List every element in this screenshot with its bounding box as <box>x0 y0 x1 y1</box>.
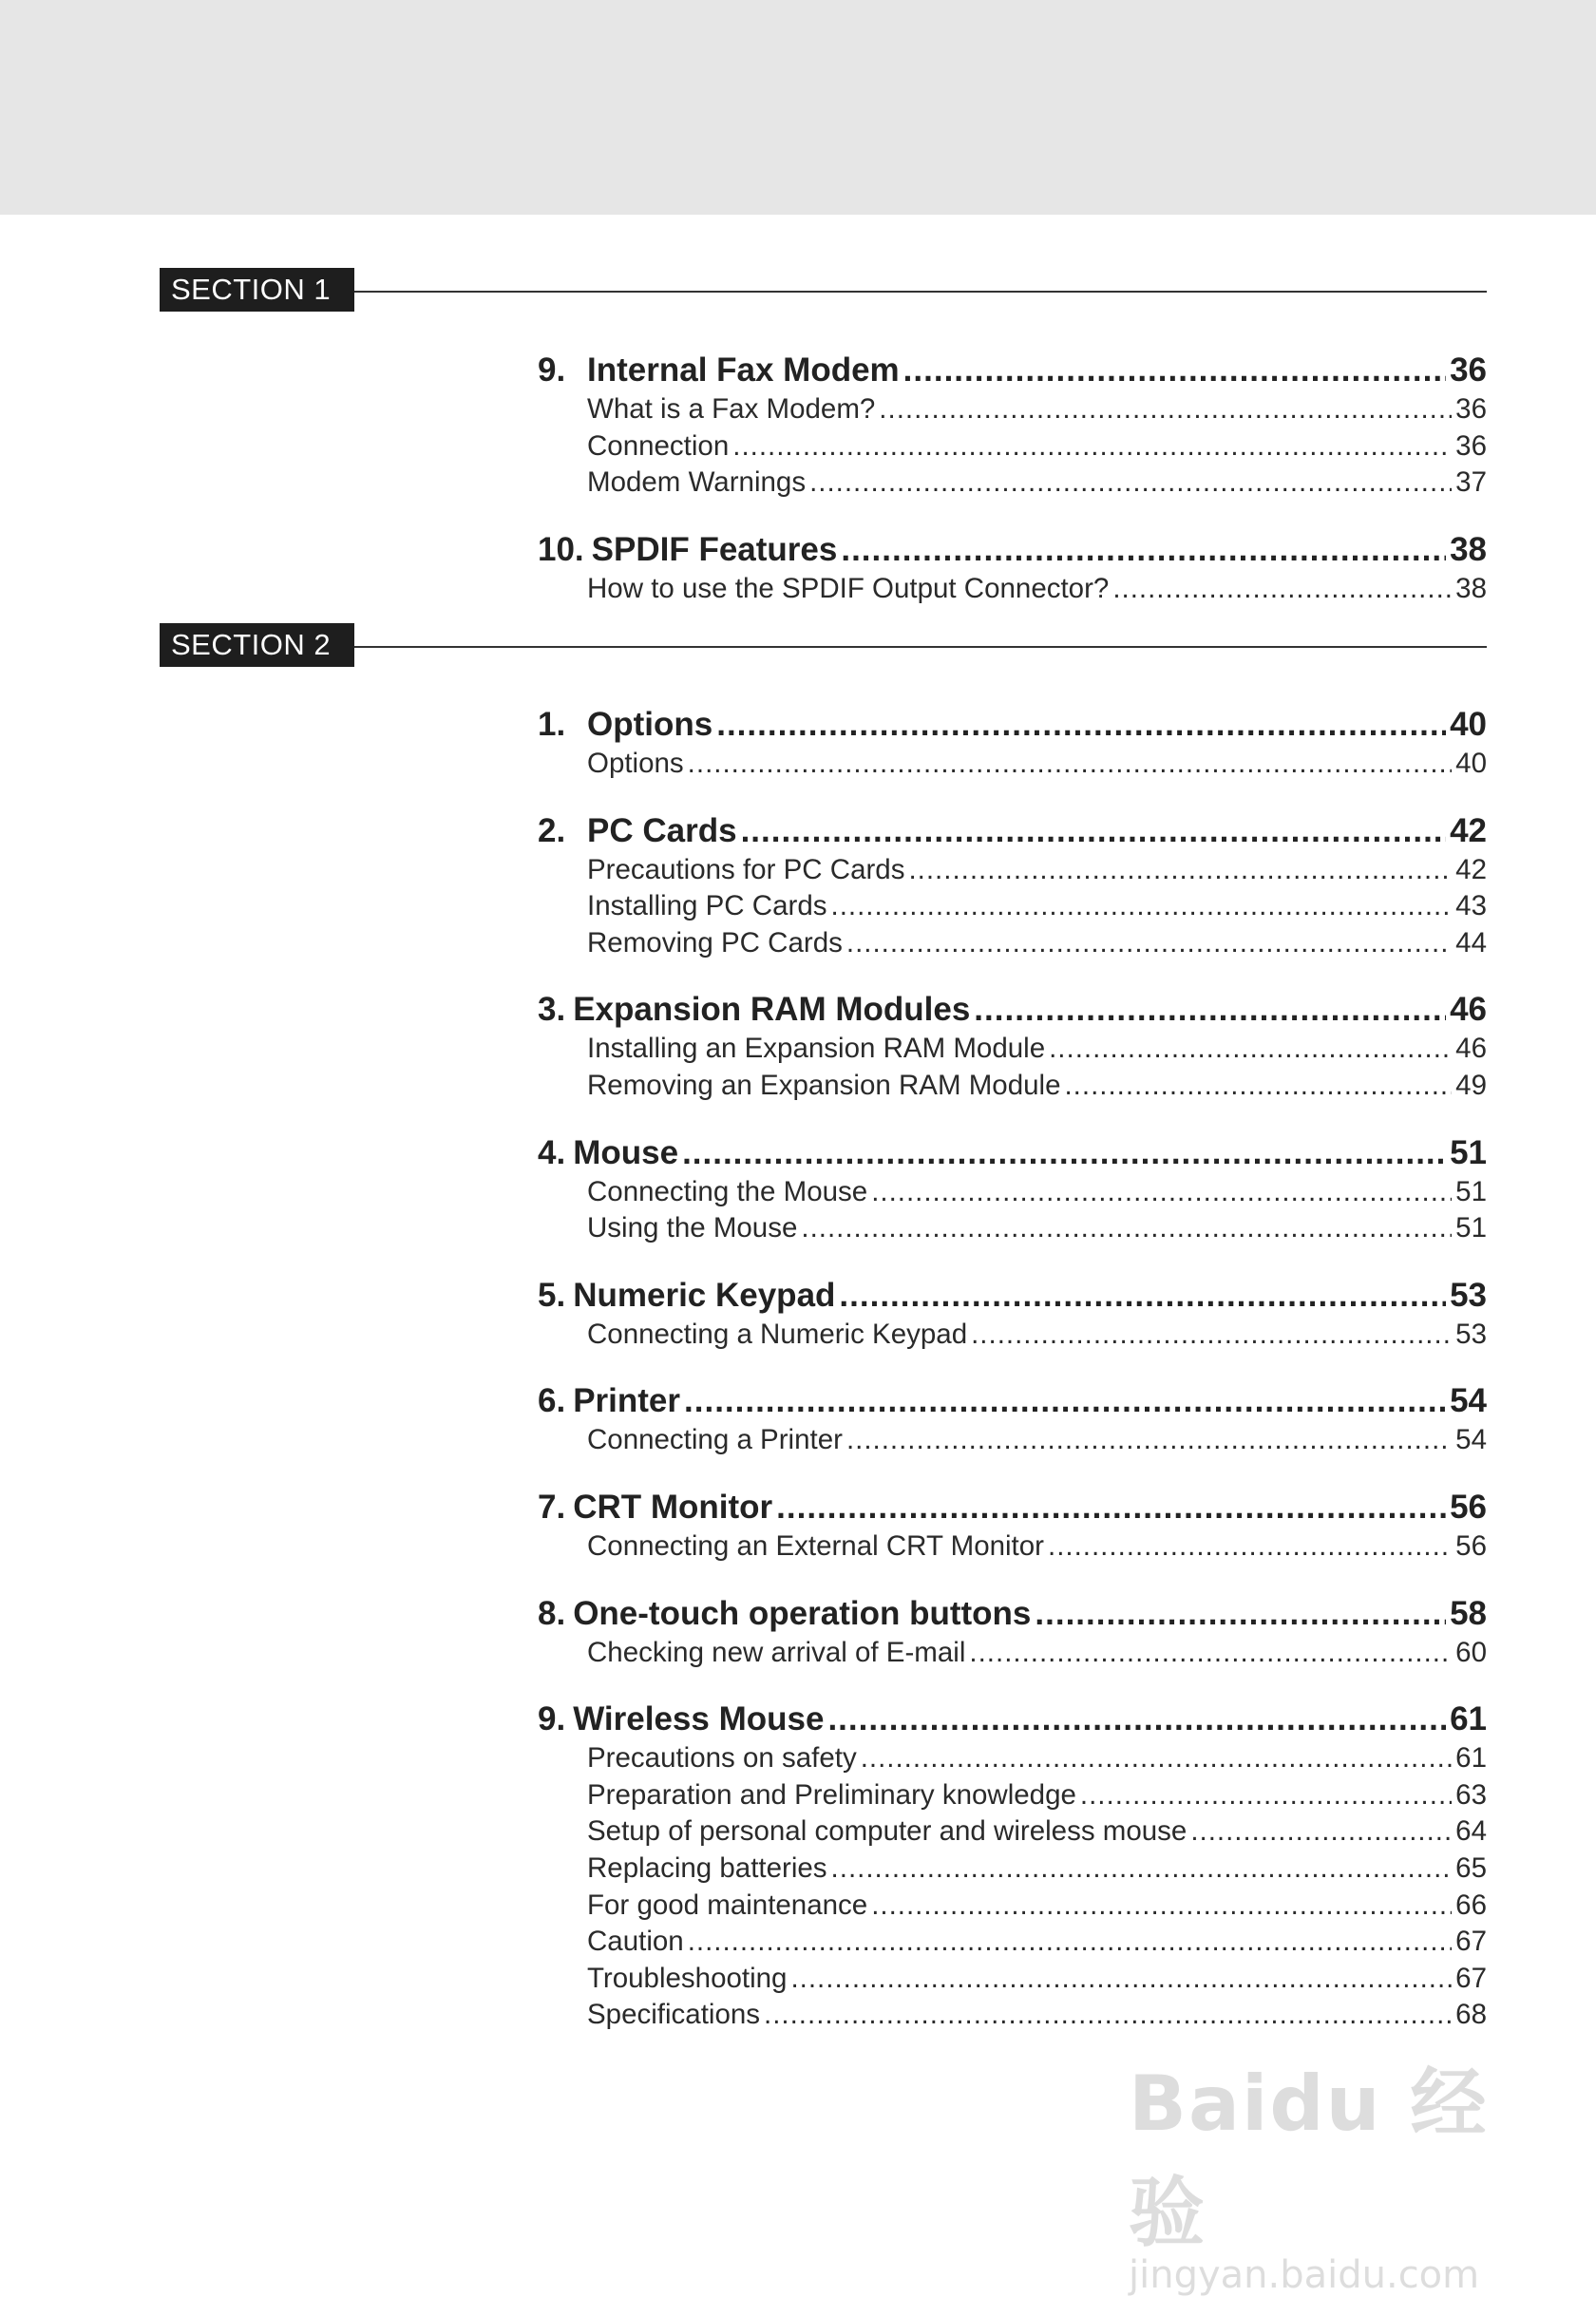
page-number: 60 <box>1455 1636 1487 1668</box>
toc-chapter <box>538 810 1487 962</box>
page-number: 56 <box>1450 1488 1487 1526</box>
chapter-number: 9. <box>538 351 566 389</box>
toc-sub-entry[interactable] <box>538 888 1487 925</box>
dot-leader <box>1080 1777 1452 1814</box>
entry-title: Troubleshooting <box>587 1962 788 1994</box>
dot-leader <box>1112 571 1452 608</box>
dot-leader <box>1064 1068 1452 1105</box>
dot-leader <box>839 1275 1446 1317</box>
dot-leader <box>846 1422 1452 1459</box>
page-number: 53 <box>1450 1276 1487 1314</box>
entry-title: Using the Mouse <box>587 1212 798 1244</box>
toc-chapter-entry[interactable] <box>538 704 1487 746</box>
page-number: 63 <box>1455 1778 1487 1811</box>
chapter-title: Internal Fax Modem <box>587 351 900 389</box>
page-number: 49 <box>1455 1069 1487 1101</box>
toc-sub-entry[interactable] <box>538 925 1487 962</box>
chapter-title: Expansion RAM Modules <box>573 991 971 1029</box>
chapter-number: 9. <box>538 1700 566 1738</box>
dot-leader <box>809 465 1452 502</box>
chapter-number: 5. <box>538 1276 566 1314</box>
page-number: 42 <box>1450 811 1487 849</box>
entry-title: Replacing batteries <box>587 1851 827 1884</box>
section-tab: SECTION 1 <box>160 268 354 312</box>
dot-leader <box>716 704 1446 746</box>
chapter-number: 4. <box>538 1133 566 1171</box>
watermark-url: jingyan.baidu.com <box>1129 2253 1480 2297</box>
entry-title: Connecting the Mouse <box>587 1175 868 1207</box>
chapter-title: PC Cards <box>587 811 737 849</box>
dot-leader <box>879 391 1452 428</box>
section-2-toc <box>538 704 1487 2061</box>
page-number: 61 <box>1450 1700 1487 1738</box>
dot-leader <box>969 1635 1452 1672</box>
entry-title: For good maintenance <box>587 1889 868 1921</box>
chapter-title: One-touch operation buttons <box>573 1594 1032 1632</box>
toc-sub-entry[interactable] <box>538 1210 1487 1247</box>
chapter-number: 7. <box>538 1488 566 1526</box>
dot-leader <box>908 852 1452 889</box>
page-number: 40 <box>1450 706 1487 743</box>
toc-sub-entry[interactable] <box>538 1174 1487 1211</box>
toc-chapter <box>538 1699 1487 2034</box>
toc-chapter <box>538 989 1487 1104</box>
chapter-number: 1. <box>538 706 566 743</box>
dot-leader <box>1035 1593 1446 1635</box>
dot-leader <box>1048 1528 1452 1566</box>
dot-leader <box>688 746 1453 783</box>
chapter-title: Numeric Keypad <box>573 1276 836 1314</box>
dot-leader <box>764 1997 1452 2034</box>
toc-sub-entry[interactable] <box>538 1031 1487 1068</box>
dot-leader <box>684 1380 1446 1422</box>
toc-chapter-entry[interactable] <box>538 529 1487 571</box>
toc-chapter-entry[interactable] <box>538 1593 1487 1635</box>
dot-leader <box>974 989 1446 1031</box>
entry-title: Connection <box>587 429 730 462</box>
entry-title: Precautions for PC Cards <box>587 853 905 885</box>
chapter-number: 8. <box>538 1594 566 1632</box>
section-divider <box>354 291 1487 293</box>
dot-leader <box>682 1132 1446 1174</box>
section-2-header <box>160 623 1487 667</box>
section-1-toc <box>538 350 1487 635</box>
dot-leader <box>688 1924 1452 1961</box>
chapter-title: CRT Monitor <box>573 1488 773 1526</box>
toc-chapter-entry[interactable] <box>538 1275 1487 1317</box>
page-number: 36 <box>1455 393 1487 425</box>
entry-title: Connecting a Printer <box>587 1424 843 1456</box>
toc-chapter <box>538 1275 1487 1354</box>
toc-sub-entry[interactable] <box>538 1997 1487 2034</box>
chapter-title: SPDIF Features <box>591 530 838 568</box>
page-number: 44 <box>1455 926 1487 959</box>
page-number: 36 <box>1455 429 1487 462</box>
dot-leader <box>801 1210 1452 1247</box>
page-number: 61 <box>1455 1742 1487 1775</box>
entry-title: Options <box>587 748 684 779</box>
page-number: 67 <box>1455 1926 1487 1958</box>
toc-sub-entry[interactable] <box>538 852 1487 889</box>
page-number: 51 <box>1450 1133 1487 1171</box>
toc-chapter-entry[interactable] <box>538 810 1487 852</box>
toc-sub-entry[interactable] <box>538 571 1487 608</box>
page-number: 68 <box>1455 1999 1487 2031</box>
page-number: 58 <box>1450 1594 1487 1632</box>
toc-chapter <box>538 1132 1487 1247</box>
chapter-title: Mouse <box>573 1133 679 1171</box>
page-number: 51 <box>1455 1175 1487 1207</box>
page-number: 66 <box>1455 1889 1487 1921</box>
dot-leader <box>741 810 1447 852</box>
page-top-band <box>0 0 1596 215</box>
chapter-title: Options <box>587 706 713 743</box>
dot-leader <box>776 1487 1446 1528</box>
page-number: 56 <box>1455 1529 1487 1562</box>
entry-title: Caution <box>587 1926 684 1958</box>
toc-sub-entry[interactable] <box>538 1924 1487 1961</box>
toc-chapter-entry[interactable] <box>538 989 1487 1031</box>
entry-title: Connecting a Numeric Keypad <box>587 1318 968 1350</box>
page-number: 43 <box>1455 890 1487 922</box>
dot-leader <box>1049 1031 1452 1068</box>
dot-leader <box>871 1888 1452 1925</box>
toc-chapter <box>538 529 1487 608</box>
toc-sub-entry[interactable] <box>538 1528 1487 1566</box>
page-number: 64 <box>1455 1815 1487 1848</box>
entry-title: Connecting an External CRT Monitor <box>587 1529 1044 1562</box>
page-number: 42 <box>1455 853 1487 885</box>
entry-title: What is a Fax Modem? <box>587 393 876 425</box>
dot-leader <box>827 1699 1446 1740</box>
dot-leader <box>790 1961 1452 1998</box>
chapter-number: 3. <box>538 991 566 1029</box>
toc-sub-entry[interactable] <box>538 391 1487 428</box>
toc-chapter <box>538 1593 1487 1672</box>
section-tab: SECTION 2 <box>160 623 354 667</box>
page-number: 51 <box>1455 1212 1487 1244</box>
toc-chapter-entry[interactable] <box>538 1487 1487 1528</box>
entry-title: Setup of personal computer and wireless mouse <box>587 1815 1188 1848</box>
toc-sub-entry[interactable] <box>538 1888 1487 1925</box>
toc-sub-entry[interactable] <box>538 465 1487 502</box>
page-number: 67 <box>1455 1962 1487 1994</box>
dot-leader <box>903 350 1446 391</box>
page-number: 53 <box>1455 1318 1487 1350</box>
page-number: 38 <box>1455 572 1487 604</box>
dot-leader <box>1190 1813 1452 1851</box>
page-number: 54 <box>1455 1424 1487 1456</box>
page-number: 40 <box>1455 748 1487 779</box>
dot-leader <box>971 1317 1452 1354</box>
entry-title: Installing an Expansion RAM Module <box>587 1033 1046 1065</box>
entry-title: Removing an Expansion RAM Module <box>587 1069 1061 1101</box>
chapter-number: 10. <box>538 530 584 568</box>
dot-leader <box>841 529 1446 571</box>
section-1-header <box>160 268 1487 312</box>
section-divider <box>354 646 1487 648</box>
toc-sub-entry[interactable] <box>538 1740 1487 1777</box>
dot-leader <box>871 1174 1452 1211</box>
toc-sub-entry[interactable] <box>538 746 1487 783</box>
toc-chapter-entry[interactable] <box>538 350 1487 391</box>
toc-sub-entry[interactable] <box>538 1851 1487 1888</box>
toc-chapter-entry[interactable] <box>538 1380 1487 1422</box>
page-number: 46 <box>1455 1033 1487 1065</box>
entry-title: Installing PC Cards <box>587 890 827 922</box>
baidu-watermark <box>1129 2042 1509 2297</box>
toc-chapter <box>538 704 1487 783</box>
entry-title: Preparation and Preliminary knowledge <box>587 1778 1076 1811</box>
dot-leader <box>732 428 1452 465</box>
entry-title: Precautions on safety <box>587 1742 857 1775</box>
toc-sub-entry[interactable] <box>538 1961 1487 1998</box>
entry-title: Modem Warnings <box>587 466 807 499</box>
toc-sub-entry[interactable] <box>538 1777 1487 1814</box>
toc-sub-entry[interactable] <box>538 1068 1487 1105</box>
toc-chapter-entry[interactable] <box>538 1699 1487 1740</box>
entry-title: Specifications <box>587 1999 761 2031</box>
toc-sub-entry[interactable] <box>538 1422 1487 1459</box>
entry-title: How to use the SPDIF Output Connector? <box>587 572 1110 604</box>
toc-chapter <box>538 1380 1487 1459</box>
chapter-title: Printer <box>573 1382 681 1420</box>
page-number: 46 <box>1450 991 1487 1029</box>
chapter-title: Wireless Mouse <box>573 1700 825 1738</box>
entry-title: Checking new arrival of E-mail <box>587 1636 966 1668</box>
page-number: 54 <box>1450 1382 1487 1420</box>
toc-sub-entry[interactable] <box>538 1813 1487 1851</box>
dot-leader <box>861 1740 1452 1777</box>
toc-chapter <box>538 1487 1487 1566</box>
dot-leader <box>831 888 1453 925</box>
watermark-logo-text: Baidu 经验 <box>1129 2060 1489 2257</box>
chapter-number: 6. <box>538 1382 566 1420</box>
page-number: 37 <box>1455 466 1487 499</box>
dot-leader <box>831 1851 1453 1888</box>
toc-chapter <box>538 350 1487 502</box>
toc-sub-entry[interactable] <box>538 1317 1487 1354</box>
dot-leader <box>846 925 1452 962</box>
page-number: 36 <box>1450 351 1487 389</box>
toc-sub-entry[interactable] <box>538 428 1487 465</box>
entry-title: Removing PC Cards <box>587 926 843 959</box>
page-number: 65 <box>1455 1851 1487 1884</box>
page-number: 38 <box>1450 530 1487 568</box>
toc-sub-entry[interactable] <box>538 1635 1487 1672</box>
chapter-number: 2. <box>538 811 566 849</box>
toc-chapter-entry[interactable] <box>538 1132 1487 1174</box>
